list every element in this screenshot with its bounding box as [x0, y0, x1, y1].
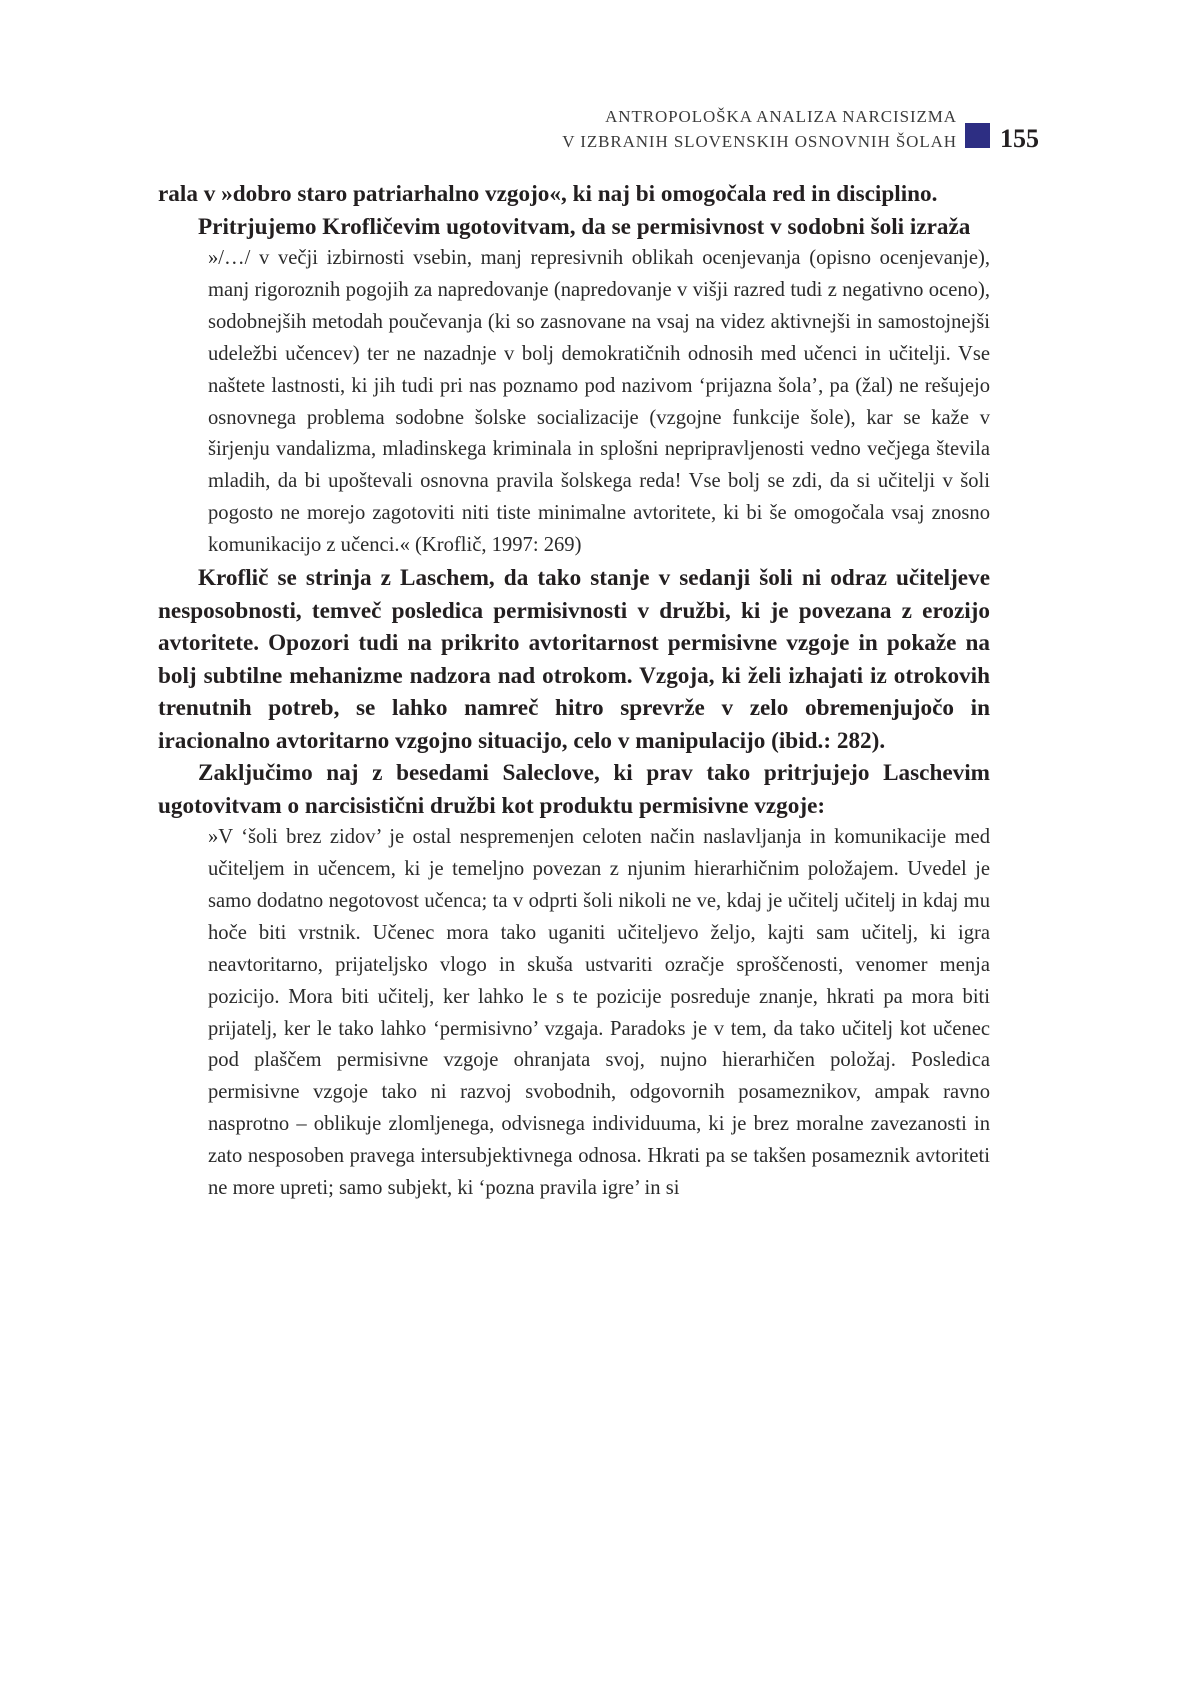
paragraph-kroflic-intro: Pritrjujemo Krofličevim ugotovitvam, da se permisivnost v sodobni šoli izraža [198, 213, 971, 240]
paragraph-kroflic-lasch: Kroflič se strinja z Laschem, da tako stanje v sedanji šoli ni odraz učiteljeve nesposobnosti, temveč posledica permisivnosti v družbi, ki je povezana z erozijo avtoritete. Opozori tudi na prikrito avtoritarnost permisivne vzgoje in pokaže na bolj subtilne mehanizme nadzora nad otrokom. Vzgoja, ki želi izhajati iz otrokovih trenutnih potreb, se lahko namreč hitro sprevrže v zelo obremenjujočo in iracionalno avtoritarno vzgojno situacijo, celo v manipulacijo (ibid.: 282). [158, 565, 990, 754]
block-quote-kroflic: »/…/ v večji izbirnosti vsebin, manj represivnih oblikah ocenjevanja (opisno ocenjevanje), manj rigoroznih pogojih za napredovanje (napredovanje v višji razred tudi z negativno oceno), sodobnejših metodah poučevanja (ki so zasnovane na vsaj na videz aktivnejši in samostojnejši udeležbi učencev) ter ne nazadnje v bolj demokratičnih odnosih med učenci in učitelji. Vse naštete lastnosti, ki jih tudi pri nas poznamo pod nazivom ‘prijazna šola’, pa (žal) ne rešujejo osnovnega problema sodobne šolske socializacije (vzgojne funkcije šole), kar se kaže v širjenju vandalizma, mladinskega kriminala in splošni nepripravljenosti vedno večjega števila mladih, da bi upoštevali osnovna pravila šolskega reda! Vse bolj se zdi, da si učitelji v šoli pogosto ne morejo zagotoviti niti tiste minimalne avtoritete, ki bi še omogočala vsaj znosno komunikacijo z učenci.« (Kroflič, 1997: 269) [208, 247, 990, 557]
running-header [562, 104, 957, 154]
paragraph-salecl-intro: Zaključimo naj z besedami Saleclove, ki prav tako pritrjujejo Laschevim ugotovitvam o narcisistični družbi kot produktu permisivne vzgoje: [158, 760, 990, 819]
running-header-line-1: ANTROPOLOŠKA ANALIZA NARCISIZMA [605, 107, 957, 126]
page-number: 155 [1000, 124, 1039, 153]
paragraph-continuation: rala v »dobro staro patriarhalno vzgojo«, ki naj bi omogočala red in disciplino. [158, 181, 938, 207]
running-header-line-2: V IZBRANIH SLOVENSKIH OSNOVNIH ŠOLAH [562, 132, 957, 151]
header-accent-square [965, 123, 990, 148]
block-quote-salecl: »V ‘šoli brez zidov’ je ostal nespremenjen celoten način naslavljanja in komunikacije med učiteljem in učencem, ki je temeljno povezan z njunim hierarhičnim položajem. Uvedel je samo dodatno negotovost učenca; ta v odprti šoli nikoli ne ve, kdaj je učitelj učitelj in kdaj mu hoče biti vrstnik. Učenec mora tako uganiti učiteljevo željo, kajti sam učitelj, ki igra neavtoritarno, prijateljsko vlogo in skuša ustvariti ozračje sproščenosti, venomer menja pozicijo. Mora biti učitelj, ker lahko le s te pozicije posreduje znanje, hkrati pa mora biti prijatelj, ker le tako lahko ‘permisivno’ vzgaja. Paradoks je v tem, da tako učitelj kot učenec pod plaščem permisivne vzgoje ohranjata svoj, nujno hierarhičen položaj. Posledica permisivne vzgoje tako ni razvoj svobodnih, odgovornih posameznikov, ampak ravno nasprotno – oblikuje zlomljenega, odvisnega individuuma, ki je brez moralne zavezanosti in zato nesposoben pravega intersubjektivnega odnosa. Hkrati pa se takšen posameznik avtoriteti ne more upreti; samo subjekt, ki ‘pozna pravila igre’ in si [208, 826, 990, 1200]
body-text [158, 178, 990, 1205]
